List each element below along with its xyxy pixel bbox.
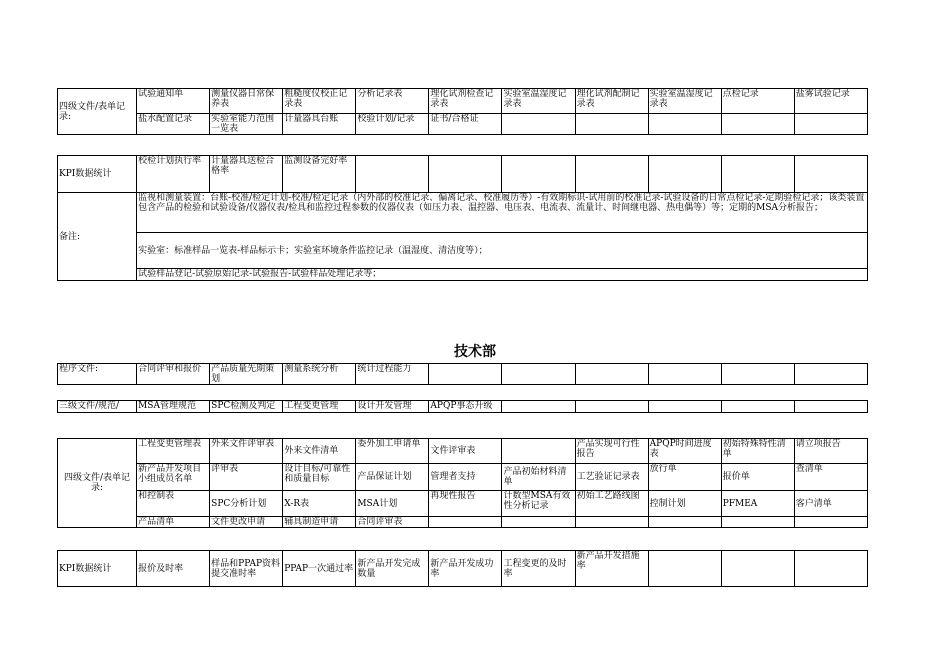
qc-kpi-cell (648, 156, 721, 193)
qc-doc4-cell: 实验室温湿度记录表 (648, 89, 721, 114)
tech-kpi-cell (794, 551, 867, 587)
tech-doc4-cell (502, 517, 575, 528)
tech-kpi-cell: PPAP一次通过率 (283, 551, 356, 587)
qc-doc4-cell (502, 114, 575, 135)
tech-level3-cell (575, 401, 648, 413)
tech-doc4-cell: PFMEA (721, 491, 794, 517)
tech-doc4-cell (575, 517, 648, 528)
tech-doc4-cell: 产品清单 (137, 517, 210, 528)
tech-level3-cell: 设计开发管理 (356, 401, 429, 413)
tech-program-cell: 测量系统分析 (283, 364, 356, 385)
tech-program-cell: 产品质量先期策划 (210, 364, 283, 385)
tech-doc4-cell: 管理者支持 (429, 464, 502, 491)
tech-doc4-cell: 初始特殊特性清单 (721, 439, 794, 464)
qc-doc4-cell (575, 114, 648, 135)
qc-kpi-cell (502, 156, 575, 193)
tech-program-cell: 合同评审和报价 (137, 364, 210, 385)
tech-program-cell (575, 364, 648, 385)
tech-level3-cell: APQP事态升级 (429, 401, 502, 413)
tech-kpi-cell: 新产品开发完成数量 (356, 551, 429, 587)
qc-doc4-cell: 实验室能力范围一览表 (210, 114, 283, 135)
tech-kpi-cell: 新产品开发成功率 (429, 551, 502, 587)
tech-kpi-cell: 报价及时率 (137, 551, 210, 587)
tech-level3-cell: 工程变更管理 (283, 401, 356, 413)
qc-kpi-cell (721, 156, 794, 193)
qc-doc4-cell: 理化试剂配制记录表 (575, 89, 648, 114)
tech-doc4-cell: 工艺验证记录表 (575, 464, 648, 491)
qc-doc4-cell: 分析记录表 (356, 89, 429, 114)
qc-doc4-table (57, 88, 868, 135)
qc-doc4-cell (648, 114, 721, 135)
qc-remarks-label: 备注: (58, 193, 137, 281)
tech-doc4-cell (502, 439, 575, 464)
tech-program-cell (794, 364, 867, 385)
qc-remarks-line1: 监视和测量装置：台账-校准/检定计划-校准/检定记录（内外部的校准记录、偏离记录、校准履历等）-有效期标识-试用前的校准记录-试验设备的日常点检记录-定期验检记录；该类装置包含产品的检验和试验设备/仪器仪表/检具和监控过程参数的仪器仪表（如压力表、温控器、电压表、电流表、流量计、时间继电器、热电偶等）等；定期的MSA分析报告； (137, 193, 868, 233)
tech-doc4-cell: 产品保证计划 (356, 464, 429, 491)
qc-doc4-cell: 计量器具台账 (283, 114, 356, 135)
tech-doc4-cell: 报价单 (721, 464, 794, 491)
tech-program-cell (502, 364, 575, 385)
tech-level3-cell (794, 401, 867, 413)
tech-doc4-label: 四级文件/表单记录: (58, 439, 137, 528)
tech-doc4-cell (429, 517, 502, 528)
tech-doc4-cell: 文件更改申请 (210, 517, 283, 528)
tech-kpi-cell: 新产品开发措施率 (575, 551, 648, 587)
tech-program-label: 程序文件: (58, 364, 137, 385)
tech-doc4-cell: 请立项报告 (794, 439, 867, 464)
qc-kpi-cell (356, 156, 429, 193)
tech-program-cell (721, 364, 794, 385)
section-title: 技术部 (454, 344, 496, 360)
tech-doc4-cell: 设计目标/可靠性和质量目标 (283, 464, 356, 491)
qc-doc4-cell (794, 114, 867, 135)
qc-doc4-cell: 实验室温湿度记录表 (502, 89, 575, 114)
tech-level3-cell (648, 401, 721, 413)
tech-doc4-cell (648, 517, 721, 528)
tech-doc4-cell: 再现性报告 (429, 491, 502, 517)
tech-doc4-cell: 新产品开发项目小组成员名单 (137, 464, 210, 491)
tech-level3-cell: SPC检测及判定 (210, 401, 283, 413)
qc-doc4-cell (721, 114, 794, 135)
tech-kpi-cell: 工程变更的及时率 (502, 551, 575, 587)
tech-doc4-cell (721, 517, 794, 528)
qc-kpi-cell (429, 156, 502, 193)
tech-doc4-cell: 控制计划 (648, 491, 721, 517)
qc-doc4-cell: 证书/合格证 (429, 114, 502, 135)
tech-doc4-cell: SPC分析计划 (210, 491, 283, 517)
tech-doc4-cell: 和控制表 (137, 491, 210, 517)
tech-kpi-cell (721, 551, 794, 587)
tech-doc4-cell: 外来文件清单 (283, 439, 356, 464)
tech-program-cell: 统计过程能力 (356, 364, 429, 385)
tech-level3-table (57, 400, 868, 413)
qc-kpi-table (57, 155, 868, 281)
qc-doc4-cell: 盐水配置记录 (137, 114, 210, 135)
tech-doc4-cell (794, 517, 867, 528)
tech-doc4-cell: 工程变更管理表 (137, 439, 210, 464)
tech-doc4-cell: MSA计划 (356, 491, 429, 517)
tech-level3-cell (721, 401, 794, 413)
tech-doc4-cell: X-R表 (283, 491, 356, 517)
tech-doc4-cell: 委外加工申请单 (356, 439, 429, 464)
qc-kpi-cell: 校检计划执行率 (137, 156, 210, 193)
tech-doc4-table (57, 438, 868, 528)
qc-kpi-cell: 监测设备完好率 (283, 156, 356, 193)
qc-remarks-line3: 试验样品登记-试验原始记录-试验报告-试验样品处理记录等； (137, 269, 868, 281)
tech-doc4-cell: 产品初始材料清单 (502, 464, 575, 491)
tech-doc4-cell: 评审表 (210, 464, 283, 491)
tech-level3-cell (502, 401, 575, 413)
tech-level3-label: 三级文件/规范/ (58, 401, 137, 413)
qc-doc4-cell: 校验计划/记录 (356, 114, 429, 135)
qc-kpi-cell (794, 156, 867, 193)
qc-kpi-cell (575, 156, 648, 193)
tech-program-table (57, 363, 868, 385)
tech-doc4-cell: 文件评审表 (429, 439, 502, 464)
tech-kpi-table (57, 550, 868, 587)
tech-doc4-cell: 放行单 (648, 464, 721, 491)
tech-doc4-cell: 客户清单 (794, 491, 867, 517)
tech-program-cell (429, 364, 502, 385)
tech-doc4-cell: 计数型MSA有效性分析记录 (502, 491, 575, 517)
qc-kpi-label: KPI数据统计 (58, 156, 137, 193)
tech-doc4-cell: 辅具制造申请 (283, 517, 356, 528)
tech-doc4-cell: 初始工艺路线图 (575, 491, 648, 517)
tech-level3-cell: MSA管理规范 (137, 401, 210, 413)
tech-doc4-cell: 合同评审表 (356, 517, 429, 528)
qc-doc4-cell: 粗糙度仪校正记录表 (283, 89, 356, 114)
qc-doc4-cell: 盐雾试验记录 (794, 89, 867, 114)
tech-kpi-label: KPI数据统计 (58, 551, 137, 587)
tech-doc4-cell: 外来文件评审表 (210, 439, 283, 464)
qc-remarks-line2: 实验室：标准样品一览表-样品标示卡；实验室环境条件监控记录（温湿度、清洁度等）； (137, 233, 868, 269)
tech-doc4-cell: APQP时间进度表 (648, 439, 721, 464)
tech-kpi-cell: 样品和PPAP资料提交准时率 (210, 551, 283, 587)
qc-doc4-cell: 点检记录 (721, 89, 794, 114)
qc-doc4-cell: 理化试剂检查记录表 (429, 89, 502, 114)
qc-doc4-cell: 测量仪器日常保养表 (210, 89, 283, 114)
qc-doc4-label: 四级文件/表单记录: (58, 89, 137, 135)
tech-doc4-cell: 查清单 (794, 464, 867, 491)
tech-program-cell (648, 364, 721, 385)
tech-doc4-cell: 产品实现可行性报告 (575, 439, 648, 464)
qc-doc4-cell: 试验通知单 (137, 89, 210, 114)
qc-kpi-cell: 计量器具送检合格率 (210, 156, 283, 193)
tech-kpi-cell (648, 551, 721, 587)
